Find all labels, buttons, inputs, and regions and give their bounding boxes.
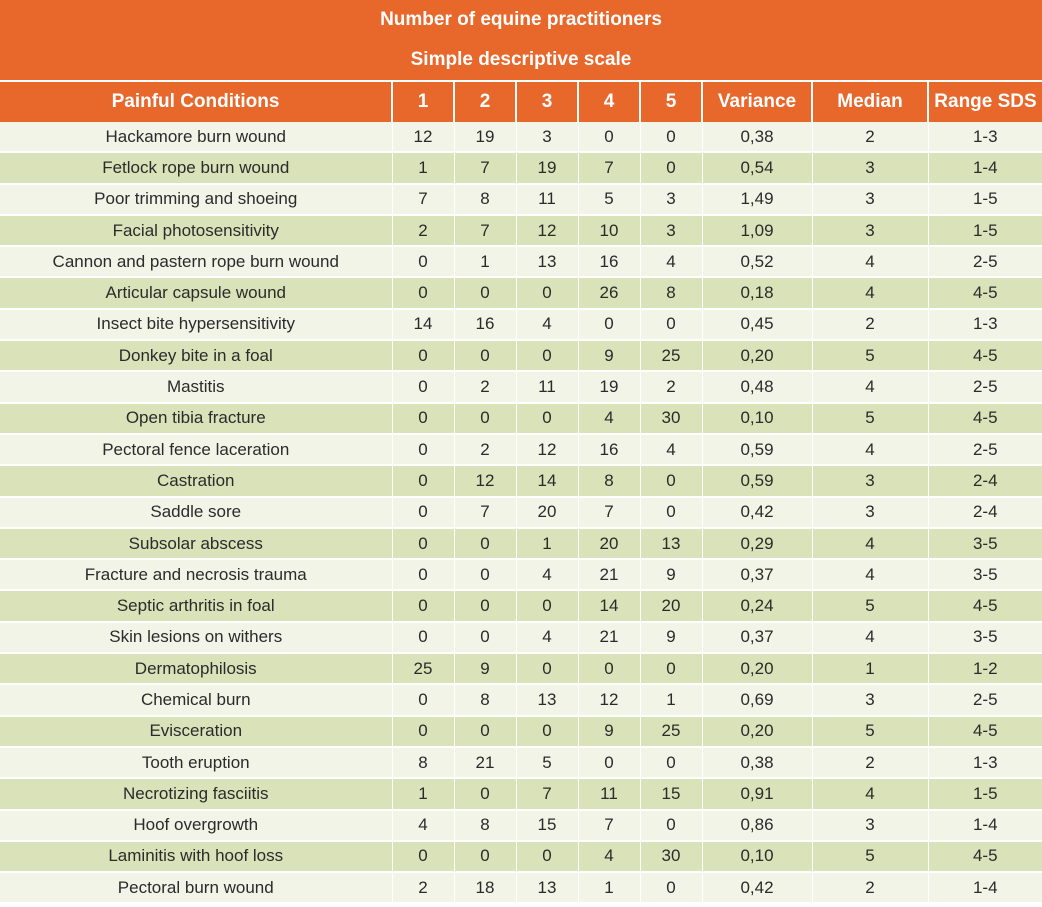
- cell-score-4: 16: [578, 246, 640, 277]
- cell-condition: Hoof overgrowth: [0, 810, 392, 841]
- cell-condition: Open tibia fracture: [0, 403, 392, 434]
- cell-score-5: 25: [640, 716, 702, 747]
- cell-variance: 0,18: [702, 277, 812, 308]
- cell-variance: 0,45: [702, 309, 812, 340]
- column-header-5: 5: [640, 82, 702, 122]
- cell-variance: 0,91: [702, 778, 812, 809]
- cell-variance: 0,38: [702, 747, 812, 778]
- cell-score-3: 0: [516, 716, 578, 747]
- cell-score-3: 15: [516, 810, 578, 841]
- cell-median: 3: [812, 184, 928, 215]
- cell-median: 4: [812, 246, 928, 277]
- cell-score-1: 1: [392, 778, 454, 809]
- cell-score-3: 19: [516, 152, 578, 183]
- cell-condition: Articular capsule wound: [0, 277, 392, 308]
- cell-score-1: 25: [392, 653, 454, 684]
- cell-score-1: 2: [392, 872, 454, 903]
- cell-condition: Subsolar abscess: [0, 528, 392, 559]
- cell-score-1: 0: [392, 497, 454, 528]
- cell-score-2: 7: [454, 497, 516, 528]
- cell-score-2: 0: [454, 528, 516, 559]
- cell-score-3: 13: [516, 684, 578, 715]
- cell-range: 1-5: [928, 184, 1042, 215]
- cell-score-3: 13: [516, 872, 578, 903]
- cell-score-3: 13: [516, 246, 578, 277]
- cell-median: 4: [812, 371, 928, 402]
- cell-range: 4-5: [928, 403, 1042, 434]
- column-header-1: 1: [392, 82, 454, 122]
- cell-score-1: 1: [392, 152, 454, 183]
- cell-condition: Fetlock rope burn wound: [0, 152, 392, 183]
- cell-median: 3: [812, 810, 928, 841]
- cell-median: 5: [812, 403, 928, 434]
- cell-score-4: 21: [578, 559, 640, 590]
- cell-score-2: 0: [454, 716, 516, 747]
- cell-range: 1-2: [928, 653, 1042, 684]
- cell-score-5: 0: [640, 653, 702, 684]
- cell-score-3: 1: [516, 528, 578, 559]
- cell-score-2: 0: [454, 778, 516, 809]
- cell-score-2: 8: [454, 184, 516, 215]
- cell-range: 3-5: [928, 528, 1042, 559]
- cell-score-1: 0: [392, 246, 454, 277]
- cell-score-2: 0: [454, 403, 516, 434]
- table-row: [0, 590, 1042, 621]
- cell-score-5: 3: [640, 215, 702, 246]
- table-row: [0, 403, 1042, 434]
- table-title: Number of equine practitioners: [380, 9, 662, 30]
- cell-score-2: 18: [454, 872, 516, 903]
- cell-score-5: 0: [640, 497, 702, 528]
- cell-score-5: 30: [640, 841, 702, 872]
- cell-score-5: 0: [640, 152, 702, 183]
- cell-variance: 0,86: [702, 810, 812, 841]
- cell-median: 4: [812, 778, 928, 809]
- cell-condition: Facial photosensitivity: [0, 215, 392, 246]
- cell-score-1: 4: [392, 810, 454, 841]
- cell-score-1: 7: [392, 184, 454, 215]
- table-row: [0, 778, 1042, 809]
- cell-range: 1-4: [928, 872, 1042, 903]
- cell-score-3: 0: [516, 590, 578, 621]
- cell-score-1: 0: [392, 403, 454, 434]
- cell-score-1: 0: [392, 559, 454, 590]
- cell-score-4: 10: [578, 215, 640, 246]
- cell-median: 4: [812, 559, 928, 590]
- cell-median: 2: [812, 122, 928, 152]
- cell-range: 4-5: [928, 841, 1042, 872]
- table-row: [0, 465, 1042, 496]
- cell-variance: 0,38: [702, 122, 812, 152]
- cell-score-3: 4: [516, 309, 578, 340]
- column-header-variance: Variance: [702, 82, 812, 122]
- cell-score-3: 14: [516, 465, 578, 496]
- cell-score-4: 0: [578, 122, 640, 152]
- cell-condition: Dermatophilosis: [0, 653, 392, 684]
- cell-variance: 0,10: [702, 841, 812, 872]
- cell-variance: 0,10: [702, 403, 812, 434]
- cell-score-5: 1: [640, 684, 702, 715]
- cell-median: 3: [812, 152, 928, 183]
- cell-condition: Hackamore burn wound: [0, 122, 392, 152]
- cell-range: 3-5: [928, 559, 1042, 590]
- cell-range: 1-5: [928, 778, 1042, 809]
- cell-score-4: 12: [578, 684, 640, 715]
- cell-range: 2-5: [928, 434, 1042, 465]
- cell-score-3: 0: [516, 340, 578, 371]
- cell-variance: 0,20: [702, 653, 812, 684]
- cell-score-4: 20: [578, 528, 640, 559]
- cell-score-5: 0: [640, 122, 702, 152]
- table-row: [0, 716, 1042, 747]
- table-row: [0, 559, 1042, 590]
- cell-score-3: 11: [516, 371, 578, 402]
- cell-variance: 0,69: [702, 684, 812, 715]
- cell-median: 2: [812, 309, 928, 340]
- column-header-median: Median: [812, 82, 928, 122]
- cell-condition: Poor trimming and shoeing: [0, 184, 392, 215]
- cell-median: 4: [812, 528, 928, 559]
- cell-score-2: 0: [454, 622, 516, 653]
- table-row: [0, 434, 1042, 465]
- table-row: [0, 277, 1042, 308]
- cell-score-3: 12: [516, 434, 578, 465]
- cell-condition: Laminitis with hoof loss: [0, 841, 392, 872]
- cell-range: 1-3: [928, 309, 1042, 340]
- cell-median: 5: [812, 590, 928, 621]
- cell-score-5: 25: [640, 340, 702, 371]
- cell-score-2: 8: [454, 684, 516, 715]
- cell-score-3: 7: [516, 778, 578, 809]
- cell-score-4: 14: [578, 590, 640, 621]
- cell-variance: 1,09: [702, 215, 812, 246]
- table-title-band: [0, 0, 1042, 82]
- cell-range: 3-5: [928, 622, 1042, 653]
- cell-score-4: 5: [578, 184, 640, 215]
- cell-score-2: 0: [454, 277, 516, 308]
- cell-range: 2-5: [928, 684, 1042, 715]
- cell-variance: 0,37: [702, 559, 812, 590]
- cell-score-1: 2: [392, 215, 454, 246]
- table-row: [0, 653, 1042, 684]
- cell-condition: Cannon and pastern rope burn wound: [0, 246, 392, 277]
- cell-score-5: 0: [640, 810, 702, 841]
- cell-score-4: 9: [578, 716, 640, 747]
- cell-score-3: 0: [516, 841, 578, 872]
- cell-score-1: 0: [392, 434, 454, 465]
- cell-range: 4-5: [928, 590, 1042, 621]
- column-header-condition: Painful Conditions: [0, 82, 392, 122]
- cell-score-3: 12: [516, 215, 578, 246]
- column-header-range: Range SDS: [928, 82, 1042, 122]
- cell-condition: Pectoral fence laceration: [0, 434, 392, 465]
- cell-score-2: 2: [454, 371, 516, 402]
- cell-condition: Chemical burn: [0, 684, 392, 715]
- cell-variance: 0,48: [702, 371, 812, 402]
- cell-score-4: 19: [578, 371, 640, 402]
- cell-score-1: 0: [392, 340, 454, 371]
- cell-score-2: 2: [454, 434, 516, 465]
- cell-median: 2: [812, 747, 928, 778]
- table-row: [0, 371, 1042, 402]
- cell-score-2: 16: [454, 309, 516, 340]
- cell-score-2: 0: [454, 590, 516, 621]
- table-row: [0, 340, 1042, 371]
- cell-variance: 0,42: [702, 497, 812, 528]
- cell-score-1: 14: [392, 309, 454, 340]
- cell-score-1: 0: [392, 277, 454, 308]
- cell-variance: 0,37: [702, 622, 812, 653]
- cell-variance: 0,29: [702, 528, 812, 559]
- cell-median: 4: [812, 277, 928, 308]
- cell-score-2: 19: [454, 122, 516, 152]
- cell-score-4: 8: [578, 465, 640, 496]
- table-row: [0, 684, 1042, 715]
- cell-condition: Donkey bite in a foal: [0, 340, 392, 371]
- cell-score-4: 1: [578, 872, 640, 903]
- cell-condition: Mastitis: [0, 371, 392, 402]
- cell-median: 4: [812, 622, 928, 653]
- cell-score-5: 9: [640, 622, 702, 653]
- cell-condition: Insect bite hypersensitivity: [0, 309, 392, 340]
- cell-variance: 0,24: [702, 590, 812, 621]
- cell-score-4: 0: [578, 653, 640, 684]
- cell-median: 5: [812, 716, 928, 747]
- cell-score-5: 0: [640, 747, 702, 778]
- cell-score-4: 0: [578, 747, 640, 778]
- cell-score-4: 4: [578, 403, 640, 434]
- cell-variance: 0,20: [702, 716, 812, 747]
- cell-score-4: 16: [578, 434, 640, 465]
- cell-range: 1-4: [928, 810, 1042, 841]
- cell-score-4: 26: [578, 277, 640, 308]
- data-table: [0, 82, 1042, 904]
- cell-score-1: 0: [392, 716, 454, 747]
- cell-condition: Tooth eruption: [0, 747, 392, 778]
- cell-score-2: 8: [454, 810, 516, 841]
- cell-score-5: 9: [640, 559, 702, 590]
- cell-score-5: 0: [640, 872, 702, 903]
- table-row: [0, 152, 1042, 183]
- cell-score-2: 7: [454, 215, 516, 246]
- cell-range: 4-5: [928, 277, 1042, 308]
- table-row: [0, 246, 1042, 277]
- cell-score-2: 0: [454, 841, 516, 872]
- cell-score-5: 15: [640, 778, 702, 809]
- cell-median: 4: [812, 434, 928, 465]
- cell-score-5: 0: [640, 309, 702, 340]
- cell-condition: Castration: [0, 465, 392, 496]
- cell-variance: 0,59: [702, 434, 812, 465]
- cell-score-4: 21: [578, 622, 640, 653]
- cell-score-2: 0: [454, 340, 516, 371]
- table-row: [0, 122, 1042, 152]
- cell-score-4: 0: [578, 309, 640, 340]
- cell-median: 3: [812, 497, 928, 528]
- cell-range: 1-3: [928, 747, 1042, 778]
- cell-range: 2-4: [928, 497, 1042, 528]
- cell-score-3: 4: [516, 559, 578, 590]
- cell-range: 2-5: [928, 246, 1042, 277]
- cell-score-3: 20: [516, 497, 578, 528]
- table-row: [0, 841, 1042, 872]
- cell-condition: Necrotizing fasciitis: [0, 778, 392, 809]
- cell-score-3: 4: [516, 622, 578, 653]
- cell-median: 1: [812, 653, 928, 684]
- cell-range: 1-3: [928, 122, 1042, 152]
- cell-score-3: 0: [516, 277, 578, 308]
- cell-score-4: 7: [578, 497, 640, 528]
- cell-score-5: 0: [640, 465, 702, 496]
- table-row: [0, 309, 1042, 340]
- cell-score-4: 11: [578, 778, 640, 809]
- cell-score-3: 0: [516, 403, 578, 434]
- table-row: [0, 215, 1042, 246]
- cell-score-3: 0: [516, 653, 578, 684]
- cell-median: 5: [812, 841, 928, 872]
- cell-range: 1-4: [928, 152, 1042, 183]
- column-header-4: 4: [578, 82, 640, 122]
- cell-score-5: 30: [640, 403, 702, 434]
- cell-score-5: 20: [640, 590, 702, 621]
- table-row: [0, 747, 1042, 778]
- header-row: [0, 82, 1042, 122]
- cell-score-2: 1: [454, 246, 516, 277]
- cell-score-4: 7: [578, 810, 640, 841]
- cell-score-2: 12: [454, 465, 516, 496]
- table-row: [0, 810, 1042, 841]
- cell-condition: Fracture and necrosis trauma: [0, 559, 392, 590]
- table-row: [0, 622, 1042, 653]
- cell-score-1: 0: [392, 528, 454, 559]
- table-row: [0, 497, 1042, 528]
- cell-score-2: 9: [454, 653, 516, 684]
- cell-score-1: 0: [392, 684, 454, 715]
- cell-variance: 0,20: [702, 340, 812, 371]
- cell-range: 4-5: [928, 716, 1042, 747]
- table-row: [0, 528, 1042, 559]
- cell-score-4: 9: [578, 340, 640, 371]
- cell-score-2: 0: [454, 559, 516, 590]
- cell-condition: Pectoral burn wound: [0, 872, 392, 903]
- cell-range: 2-4: [928, 465, 1042, 496]
- cell-score-5: 4: [640, 246, 702, 277]
- cell-condition: Evisceration: [0, 716, 392, 747]
- cell-median: 3: [812, 215, 928, 246]
- cell-median: 5: [812, 340, 928, 371]
- cell-variance: 1,49: [702, 184, 812, 215]
- cell-score-3: 3: [516, 122, 578, 152]
- cell-score-1: 0: [392, 622, 454, 653]
- table-body: [0, 122, 1042, 903]
- cell-condition: Saddle sore: [0, 497, 392, 528]
- cell-score-1: 0: [392, 371, 454, 402]
- cell-score-4: 7: [578, 152, 640, 183]
- table-row: [0, 872, 1042, 903]
- cell-score-3: 5: [516, 747, 578, 778]
- cell-variance: 0,52: [702, 246, 812, 277]
- cell-variance: 0,42: [702, 872, 812, 903]
- cell-range: 2-5: [928, 371, 1042, 402]
- cell-score-1: 12: [392, 122, 454, 152]
- cell-score-2: 21: [454, 747, 516, 778]
- cell-score-4: 4: [578, 841, 640, 872]
- cell-score-3: 11: [516, 184, 578, 215]
- cell-score-5: 13: [640, 528, 702, 559]
- table-row: [0, 184, 1042, 215]
- cell-condition: Septic arthritis in foal: [0, 590, 392, 621]
- cell-median: 2: [812, 872, 928, 903]
- column-header-3: 3: [516, 82, 578, 122]
- cell-score-1: 8: [392, 747, 454, 778]
- cell-variance: 0,59: [702, 465, 812, 496]
- cell-range: 4-5: [928, 340, 1042, 371]
- cell-variance: 0,54: [702, 152, 812, 183]
- cell-median: 3: [812, 684, 928, 715]
- cell-score-1: 0: [392, 590, 454, 621]
- table-subtitle: Simple descriptive scale: [410, 49, 632, 70]
- cell-range: 1-5: [928, 215, 1042, 246]
- cell-score-2: 7: [454, 152, 516, 183]
- cell-score-5: 3: [640, 184, 702, 215]
- cell-score-1: 0: [392, 465, 454, 496]
- column-header-2: 2: [454, 82, 516, 122]
- cell-condition: Skin lesions on withers: [0, 622, 392, 653]
- cell-score-1: 0: [392, 841, 454, 872]
- cell-score-5: 4: [640, 434, 702, 465]
- cell-median: 3: [812, 465, 928, 496]
- cell-score-5: 8: [640, 277, 702, 308]
- cell-score-5: 2: [640, 371, 702, 402]
